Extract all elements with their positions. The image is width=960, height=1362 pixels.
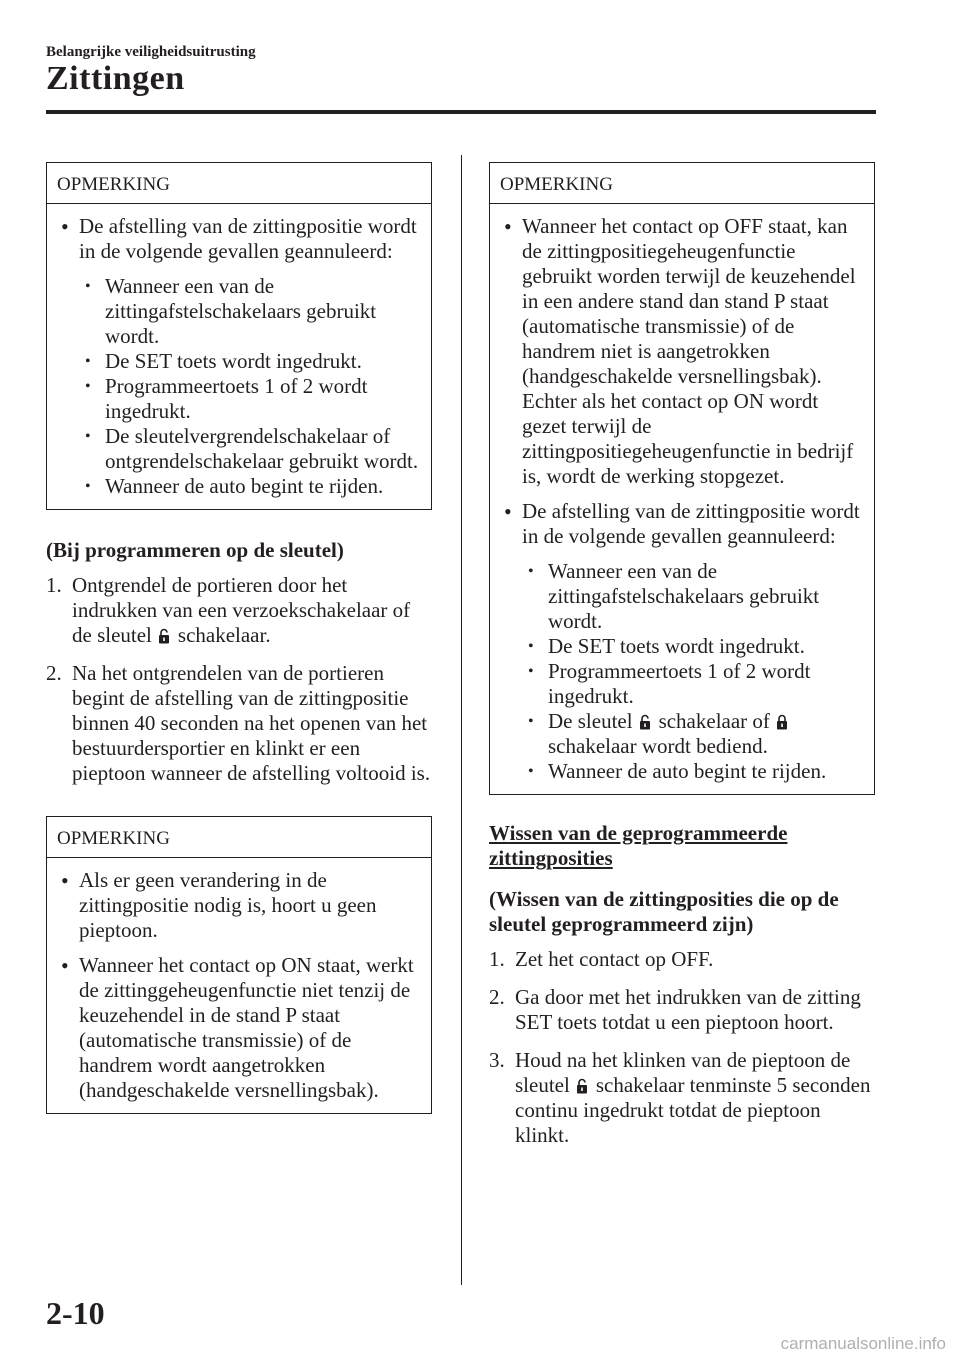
sub-list xyxy=(522,559,866,784)
unlock-key-icon xyxy=(639,714,651,730)
sub-item xyxy=(522,709,866,759)
sub-item-text: De sleutel xyxy=(548,709,633,733)
underlined-heading: Wissen van de geprogrammeerde zittingposities xyxy=(489,821,788,870)
step-text: Ga door met het indrukken van de zitting SET toets totdat u een pieptoon hoort. xyxy=(515,985,861,1034)
step-number: 2. xyxy=(489,985,505,1009)
note-body xyxy=(490,204,874,794)
note-title: OPMERKING xyxy=(47,163,431,204)
note-bullet xyxy=(502,499,866,784)
column-divider xyxy=(461,155,462,1285)
sub-item: • Programmeertoets 1 of 2 wordt ingedrukt. xyxy=(79,374,423,424)
step-number: 1. xyxy=(46,573,62,597)
sub-item: • Wanneer de auto begint te rijden. xyxy=(522,759,866,784)
note-body xyxy=(47,204,431,509)
step-item xyxy=(46,573,432,648)
step-item xyxy=(489,1048,875,1148)
step-text: Zet het contact op OFF. xyxy=(515,947,714,971)
step-text: Na het ontgrendelen van de portieren begint de afstelling van de zittingpositie binnen 40 seconden na het openen van het bestuurdersportier en klinkt er een pieptoon wanneer de afstelling voltooid is. xyxy=(72,661,431,785)
sub-item-text: schakelaar wordt bediend. xyxy=(548,734,768,758)
note-bullet xyxy=(59,214,423,499)
note-box xyxy=(46,162,432,510)
note-bullet: • Wanneer het contact op ON staat, werkt de zittinggeheugenfunctie niet tenzij de keuzehendel in de stand P staat (automatische transmissie) of de handrem wordt aangetrokken (handgeschakelde versnellingsbak). xyxy=(59,953,423,1103)
page-number: 2-10 xyxy=(46,1295,105,1331)
left-column xyxy=(46,162,432,1114)
sub-item: • Wanneer een van de zittingafstelschakelaars gebruikt wordt. xyxy=(522,559,866,634)
sub-item: • De sleutelvergrendelschakelaar of ontgrendelschakelaar gebruikt wordt. xyxy=(79,424,423,474)
unlock-key-icon xyxy=(576,1078,588,1094)
section-label: Belangrijke veiligheidsuitrusting xyxy=(46,44,256,60)
step-number: 3. xyxy=(489,1048,505,1072)
sub-item: • De SET toets wordt ingedrukt. xyxy=(79,349,423,374)
note-title: OPMERKING xyxy=(47,817,431,858)
right-column xyxy=(489,162,875,1161)
sub-list xyxy=(79,274,423,499)
chapter-title: Zittingen xyxy=(46,60,185,97)
lock-key-icon xyxy=(776,714,788,730)
note-bullet-text: De afstelling van de zittingpositie wordt in de volgende gevallen geannuleerd: xyxy=(522,499,860,548)
note-box xyxy=(489,162,875,795)
watermark: carmanualsonline.info xyxy=(780,1334,946,1353)
sub-item-text: schakelaar of xyxy=(658,709,770,733)
sub-item: • Wanneer een van de zittingafstelschakelaars gebruikt wordt. xyxy=(79,274,423,349)
note-bullet: • Als er geen verandering in de zittingpositie nodig is, hoort u geen pieptoon. xyxy=(59,868,423,943)
step-number: 2. xyxy=(46,661,62,685)
step-text: Houd na het klinken van de pieptoon de sleutel xyxy=(515,1048,851,1097)
section-heading: (Bij programmeren op de sleutel) xyxy=(46,538,344,562)
sub-item: • De SET toets wordt ingedrukt. xyxy=(522,634,866,659)
note-box xyxy=(46,816,432,1114)
unlock-key-icon xyxy=(158,628,170,644)
step-text: schakelaar tenminste 5 seconden continu ingedrukt totdat de pieptoon klinkt. xyxy=(515,1073,871,1147)
note-body xyxy=(47,858,431,1113)
step-item xyxy=(489,947,875,972)
sub-item: • Programmeertoets 1 of 2 wordt ingedrukt. xyxy=(522,659,866,709)
step-item xyxy=(46,661,432,786)
step-number: 1. xyxy=(489,947,505,971)
step-text: Ontgrendel de portieren door het indrukken van een verzoekschakelaar of de sleutel xyxy=(72,573,411,647)
note-title: OPMERKING xyxy=(490,163,874,204)
step-item xyxy=(489,985,875,1035)
step-text: schakelaar. xyxy=(177,623,271,647)
note-bullet: • Wanneer het contact op OFF staat, kan de zittingpositiegeheugenfunctie gebruikt worden terwijl de keuzehendel in een andere stand dan stand P staat (automatische transmissie) of de handrem niet is aangetrokken (handgeschakelde versnellingsbak). Echter als het contact op ON wordt gezet terwijl de zittingpositiegeheugenfunctie in bedrijf is, wordt de werking stopgezet. xyxy=(502,214,866,489)
header-rule xyxy=(46,110,876,114)
section-heading: (Wissen van de zittingposities die op de sleutel geprogrammeerd zijn) xyxy=(489,887,839,936)
sub-item: • Wanneer de auto begint te rijden. xyxy=(79,474,423,499)
note-bullet-text: De afstelling van de zittingpositie wordt in de volgende gevallen geannuleerd: xyxy=(79,214,417,263)
